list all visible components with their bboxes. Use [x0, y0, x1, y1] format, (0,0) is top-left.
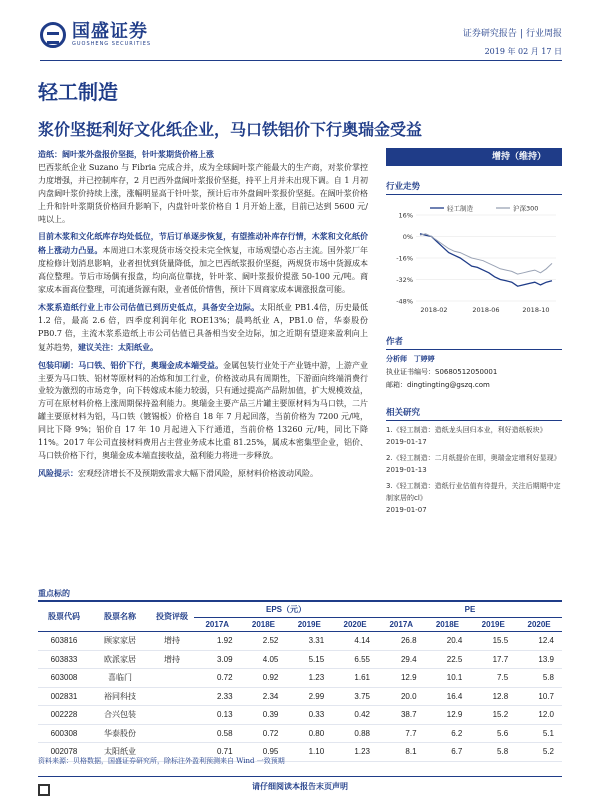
cell-value: 12.9: [378, 669, 425, 688]
cell-name: 顾家家居: [90, 632, 150, 651]
table-row: [38, 724, 562, 743]
x-tick-label: 2018-06: [472, 306, 500, 314]
license-line: 执业证书编号：S0680512050001: [386, 368, 498, 376]
report-header: [0, 0, 600, 62]
cell-value: 6.55: [332, 650, 378, 669]
cell-value: 2.99: [286, 687, 332, 706]
cell-value: 12.0: [516, 706, 562, 725]
related-item[interactable]: 1.《轻工制造：造纸龙头回归本业，利好造纸板块》: [386, 426, 547, 434]
col-year: 2017A: [378, 618, 425, 632]
cell-value: 12.9: [425, 706, 471, 725]
cell-value: 0.13: [194, 706, 241, 725]
cell-rating: 增持: [150, 650, 194, 669]
cell-code: 603008: [38, 669, 90, 688]
report-type: 证券研究报告 | 行业周报: [462, 29, 562, 39]
cell-name: 欧派家居: [90, 650, 150, 669]
footer-divider: [38, 776, 562, 777]
cell-value: 0.88: [332, 724, 378, 743]
cell-value: 29.4: [378, 650, 425, 669]
cell-value: 15.5: [470, 632, 516, 651]
cell-code: 002831: [38, 687, 90, 706]
cell-code: 603816: [38, 632, 90, 651]
cell-value: 20.0: [378, 687, 425, 706]
cell-value: 3.09: [194, 650, 241, 669]
cell-value: 0.92: [241, 669, 287, 688]
cell-value: 0.58: [194, 724, 241, 743]
cell-value: 13.9: [516, 650, 562, 669]
cell-value: 12.4: [516, 632, 562, 651]
related-item[interactable]: 2.《轻工制造：二月纸提价在即，奥瑞金定增利好显现》: [386, 454, 561, 462]
cell-value: 17.7: [470, 650, 516, 669]
cell-value: 10.1: [425, 669, 471, 688]
col-year: 2019E: [286, 618, 332, 632]
paragraph-paper: 造纸：阔叶浆外盘报价坚挺，针叶浆期货价格上涨 巴西浆纸企业 Suzano 与 Fibria 完成合并，成为全球阔叶浆产能最大的生产商，对浆价掌控力度增强，并已控制库存，2 月巴西外盘阔叶浆报价坚挺，持平上月并未出现下调。自 1 月初内盘阔叶浆价持续上涨，涨幅明显高于针叶浆，预计后市外盘阔叶浆报价坚挺。在阔叶浆价格上升和针叶浆期货价格回升影响下，内盘针叶浆价格自 1 月开始上涨，目前已达到 5600 元/吨以上。: [38, 149, 368, 224]
rating-badge: 增持（维持）: [386, 148, 562, 166]
cell-value: 0.42: [332, 706, 378, 725]
header-divider: [40, 60, 562, 61]
cell-value: 0.95: [241, 743, 287, 762]
col-year: 2019E: [470, 618, 516, 632]
cell-value: 0.33: [286, 706, 332, 725]
cell-value: 4.05: [241, 650, 287, 669]
col-year: 2017A: [194, 618, 241, 632]
y-tick-label: 0%: [402, 233, 413, 241]
cell-rating: [150, 687, 194, 706]
stocks-title: 重点标的: [38, 589, 70, 598]
cell-code: 600308: [38, 724, 90, 743]
report-body: [38, 148, 368, 485]
company-logo: [40, 22, 151, 48]
legend-label: 沪深300: [513, 204, 539, 213]
cell-value: 16.4: [425, 687, 471, 706]
cell-value: 8.1: [378, 743, 425, 762]
cell-value: 15.2: [470, 706, 516, 725]
y-tick-label: -32%: [396, 276, 413, 284]
paragraph-valuation: 木浆系造纸行业上市公司估值已到历史低点，具备安全边际。太阳纸业 PB1.4倍，历史最低 1.2 倍，最高 2.6 倍，四季度利润年化 ROE13%；晨鸣纸业 A，PB1.0 倍，华泰股份 PB0.7 倍，主流木浆系造纸上市公司估值已具备相当安全边际，加之近期有望迎来盈利向上复苏趋势，建议关注：太阳纸业。: [38, 301, 369, 352]
cell-value: 0.39: [241, 706, 287, 725]
email-link[interactable]: dingtingting@gszq.com: [407, 381, 490, 389]
paragraph-risk: 风险提示：宏观经济增长不及预期致需求大幅下滑风险，原材料价格波动风险。: [38, 467, 318, 478]
cell-value: 0.80: [286, 724, 332, 743]
trend-chart-svg: [386, 201, 562, 321]
email-line: 邮箱：dingtingting@gszq.com: [386, 381, 490, 389]
cell-value: 3.75: [332, 687, 378, 706]
col-year: 2020E: [332, 618, 378, 632]
cell-rating: [150, 669, 194, 688]
report-headline: 浆价坚挺利好文化纸企业，马口铁铝价下行奥瑞金受益: [38, 120, 423, 139]
stocks-table: [38, 600, 562, 762]
footer-disclaimer: 请仔细阅读本报告末页声明: [252, 781, 348, 791]
y-tick-label: -48%: [396, 297, 413, 306]
cell-value: 2.33: [194, 687, 241, 706]
cell-rating: [150, 724, 194, 743]
x-tick-label: 2018-10: [522, 306, 550, 314]
cell-value: 1.23: [332, 743, 378, 762]
col-year: 2020E: [516, 618, 562, 632]
cell-value: 38.7: [378, 706, 425, 725]
cell-name: 华泰股份: [90, 724, 150, 743]
cell-value: 4.14: [332, 632, 378, 651]
cell-name: 裕同科技: [90, 687, 150, 706]
analyst-line: 分析师 丁婷婷: [386, 355, 435, 363]
x-tick-label: 2018-02: [420, 306, 448, 314]
related-date: 2019-01-07: [386, 506, 427, 514]
cell-value: 3.31: [286, 632, 332, 651]
paragraph-inventory: 目前木浆和文化纸库存均处低位，节后订单逐步恢复，有望推动补库存行情，木浆和文化纸价格上涨动力凸显。本周进口木浆现货市场交投未完全恢复，市场观望心态占主流。国外浆厂年度检修计划消息影响，业者担忧到货量降低，加之巴西纸浆报价坚挺，两规货市场中货源成本高位整理。节后市场偶有报盘，均向高位靠拢，针叶浆、阔叶浆报价提涨 50-100 元/吨。商家成本面高位整理，可流通货源有限，业者低价惜售，预计下周商家成本调涨报盘可能。: [38, 231, 369, 295]
trend-chart: [386, 201, 562, 321]
logo-icon: [40, 22, 66, 48]
cell-value: 0.71: [194, 743, 241, 762]
series-line-hs300: [420, 234, 552, 274]
cell-value: 2.52: [241, 632, 287, 651]
cell-value: 5.6: [470, 724, 516, 743]
col-pe: PE: [378, 601, 562, 618]
sidebar: [386, 148, 562, 520]
cell-value: 1.61: [332, 669, 378, 688]
cell-value: 1.23: [286, 669, 332, 688]
cell-value: 5.8: [470, 743, 516, 762]
cell-value: 5.15: [286, 650, 332, 669]
industry-title: 轻工制造: [38, 80, 118, 104]
col-code: 股票代码: [38, 601, 90, 632]
cell-value: 1.92: [194, 632, 241, 651]
series-line-industry: [420, 234, 552, 286]
cell-code: 603833: [38, 650, 90, 669]
table-row: [38, 706, 562, 725]
cell-value: 5.8: [516, 669, 562, 688]
col-year: 2018E: [425, 618, 471, 632]
author-title: 作者: [386, 335, 562, 350]
cell-value: 10.7: [516, 687, 562, 706]
legend-label: 轻工制造: [447, 204, 473, 213]
cell-value: 5.1: [516, 724, 562, 743]
cell-value: 7.7: [378, 724, 425, 743]
cell-code: 002228: [38, 706, 90, 725]
cell-value: 2.34: [241, 687, 287, 706]
cell-value: 0.72: [241, 724, 287, 743]
cell-name: 合兴包装: [90, 706, 150, 725]
related-date: 2019-01-13: [386, 466, 427, 474]
y-tick-label: 16%: [398, 211, 413, 220]
report-date: 2019 年 02 月 17 日: [484, 47, 562, 56]
related-date: 2019-01-17: [386, 438, 427, 446]
related-list: [386, 424, 562, 516]
cell-value: 12.8: [470, 687, 516, 706]
cell-name: 喜临门: [90, 669, 150, 688]
cell-value: 20.4: [425, 632, 471, 651]
cell-value: 7.5: [470, 669, 516, 688]
table-row: [38, 632, 562, 651]
data-source: 资料来源：贝格数据，国盛证券研究所，除标注外盈利预测来自 Wind 一致预期: [38, 757, 285, 765]
paragraph-packaging: 包装印刷：马口铁、铝价下行，奥瑞金成本端受益。金属包装行业处于产业链中游，上游产业主要为马口铁、铝材等原材料的冶炼和加工行业，价格波动具有周期性，下游面向终端消费行业较为激烈的市场竞争，向下转嫁成本能力较弱，只有通过提高产品附加值，扩大规模效益，方可在原材料价格上涨周期保持盈利能力。奥瑞金主要产品三片罐主要原材料为马口铁，二片罐主要原材料为铝，马口铁（镀锡板）价格自 18 年 7 月起回落，当前价格为 7200 元/吨，同比下降 9%；铝价自 17 年 10 月起进入下行通道，当前价格 13260 元/吨，同比下降 11%。2017 年公司直接材料费用占主营业务成本比重 81.25%，属成本密集型企业，铝价、马口铁价格下行，奥瑞金成本端直接收益，盈利能力将进一步释放。: [38, 359, 369, 460]
cell-code: 002078: [38, 743, 90, 762]
col-rating: 投资评级: [150, 601, 194, 632]
y-tick-label: -16%: [396, 254, 413, 263]
table-row: [38, 650, 562, 669]
cell-value: 1.10: [286, 743, 332, 762]
table-row: [38, 687, 562, 706]
cell-value: 0.72: [194, 669, 241, 688]
cell-value: 6.2: [425, 724, 471, 743]
trend-title: 行业走势: [386, 180, 562, 195]
cell-rating: 增持: [150, 632, 194, 651]
related-item[interactable]: 3.《轻工制造：造纸行业估值有待提升，关注后期期中定制家居的cl》: [386, 482, 561, 502]
cell-value: 26.8: [378, 632, 425, 651]
col-year: 2018E: [241, 618, 287, 632]
logo-subtext: GUOSHENG SECURITIES: [72, 41, 152, 47]
col-name: 股票名称: [90, 601, 150, 632]
cell-value: 5.2: [516, 743, 562, 762]
col-eps: EPS（元）: [194, 601, 378, 618]
related-title: 相关研究: [386, 406, 562, 421]
cell-rating: [150, 706, 194, 725]
cell-value: 6.7: [425, 743, 471, 762]
cell-name: 太阳纸业: [90, 743, 150, 762]
logo-text: 国盛证券: [72, 21, 148, 42]
table-row: [38, 669, 562, 688]
cell-value: 22.5: [425, 650, 471, 669]
